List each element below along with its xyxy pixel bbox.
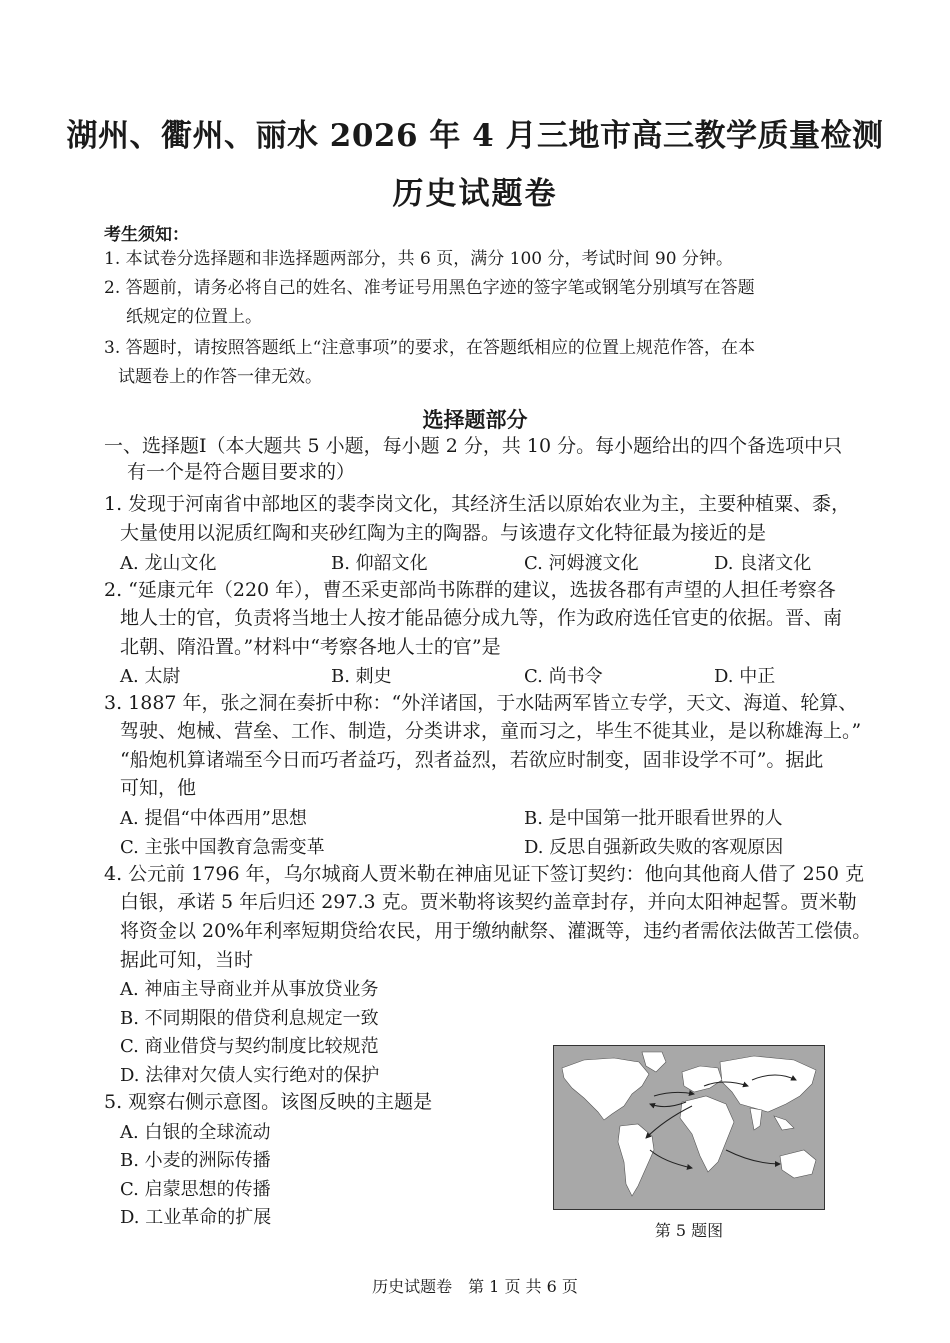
notice-heading: 考生须知： [104,225,189,245]
part1-instruction-line-2: 有一个是符合题目要求的） [127,461,356,483]
q1-line-1: 1. 发现于河南省中部地区的裴李岗文化，其经济生活以原始农业为主，主要种植粟、黍， [104,493,851,515]
q5-option-b: B. 小麦的洲际传播 [120,1150,271,1171]
q4-option-d: D. 法律对欠债人实行绝对的保护 [120,1065,380,1086]
notice-item-1: 1. 本试卷分选择题和非选择题两部分，共 6 页，满分 100 分，考试时间 90 分钟。 [104,249,733,269]
q2-line-2: 地人士的官，负责将当地士人按才能品德分成九等，作为政府选任官吏的依据。晋、南 [120,607,843,629]
q5-line-1: 5. 观察右侧示意图。该图反映的主题是 [104,1091,433,1113]
notice-item-3-line-2: 试题卷上的作答一律无效。 [118,367,322,387]
q4-line-3: 将资金以 20%年利率短期贷给农民，用于缴纳献祭、灌溉等，违约者需依法做苦工偿债。 [120,920,872,942]
q5-option-a: A. 白银的全球流动 [120,1122,271,1143]
q4-line-2: 白银，承诺 5 年后归还 297.3 克。贾米勒将该契约盖章封存，并向太阳神起誓。贾米勒 [120,891,857,913]
q4-line-1: 4. 公元前 1796 年，乌尔城商人贾米勒在神庙见证下签订契约：他向其他商人借了 250 克 [104,863,864,885]
world-map-figure [553,1045,825,1210]
q1-option-b: B. 仰韶文化 [331,553,428,574]
q1-option-c: C. 河姆渡文化 [524,553,639,574]
q2-line-3: 北朝、隋沿置。”材料中“考察各地人士的官”是 [120,636,501,658]
page-footer: 历史试题卷 第 1 页 共 6 页 [372,1277,578,1296]
q2-option-a: A. 太尉 [120,666,181,687]
q1-line-2: 大量使用以泥质红陶和夹砂红陶为主的陶器。与该遗存文化特征最为接近的是 [120,522,767,544]
q2-option-b: B. 刺史 [331,666,392,687]
q3-line-4: 可知，他 [120,777,197,799]
exam-subtitle: 历史试题卷 [392,176,558,212]
q3-line-1: 3. 1887 年，张之洞在奏折中称：“外洋诸国，于水陆两军皆立专学，天文、海道、轮算、 [104,692,858,714]
part1-instruction-line-1: 一、选择题Ⅰ（本大题共 5 小题，每小题 2 分，共 10 分。每小题给出的四个备选项中只 [104,435,843,457]
q5-option-c: C. 启蒙思想的传播 [120,1179,271,1200]
q5-option-d: D. 工业革命的扩展 [120,1207,272,1228]
q3-option-b: B. 是中国第一批开眼看世界的人 [524,808,783,829]
q2-option-d: D. 中正 [714,666,776,687]
map-caption: 第 5 题图 [654,1221,724,1240]
section-title: 选择题部分 [422,407,528,432]
q3-line-2: 驾驶、炮械、营垒、工作、制造，分类讲求，童而习之，毕生不徙其业，是以称雄海上。” [120,720,862,742]
q3-line-3: “船炮机算诸端至今日而巧者益巧，烈者益烈，若欲应时制变，固非设学不可”。据此 [120,749,824,771]
q4-option-c: C. 商业借贷与契约制度比较规范 [120,1036,379,1057]
notice-item-3-line-1: 3. 答题时，请按照答题纸上“注意事项”的要求，在答题纸相应的位置上规范作答，在本 [104,338,756,358]
q2-line-1: 2. “延康元年（220 年），曹丕采吏部尚书陈群的建议，选拔各郡有声望的人担任考察各 [104,579,836,601]
notice-item-2-line-2: 纸规定的位置上。 [126,307,262,327]
q3-option-c: C. 主张中国教育急需变革 [120,837,325,858]
q4-option-a: A. 神庙主导商业并从事放贷业务 [120,979,379,1000]
q4-option-b: B. 不同期限的借贷利息规定一致 [120,1008,379,1029]
q1-option-d: D. 良渚文化 [714,553,812,574]
exam-title: 湖州、衢州、丽水 2026 年 4 月三地市高三教学质量检测 [66,118,884,154]
q1-option-a: A. 龙山文化 [120,553,217,574]
q4-line-4: 据此可知，当时 [120,949,254,971]
q3-option-a: A. 提倡“中体西用”思想 [120,808,307,829]
world-map-drawing [554,1046,823,1208]
q2-option-c: C. 尚书令 [524,666,603,687]
notice-item-2-line-1: 2. 答题前，请务必将自己的姓名、准考证号用黑色字迹的签字笔或钢笔分别填写在答题 [104,278,755,298]
q3-option-d: D. 反思自强新政失败的客观原因 [524,837,784,858]
